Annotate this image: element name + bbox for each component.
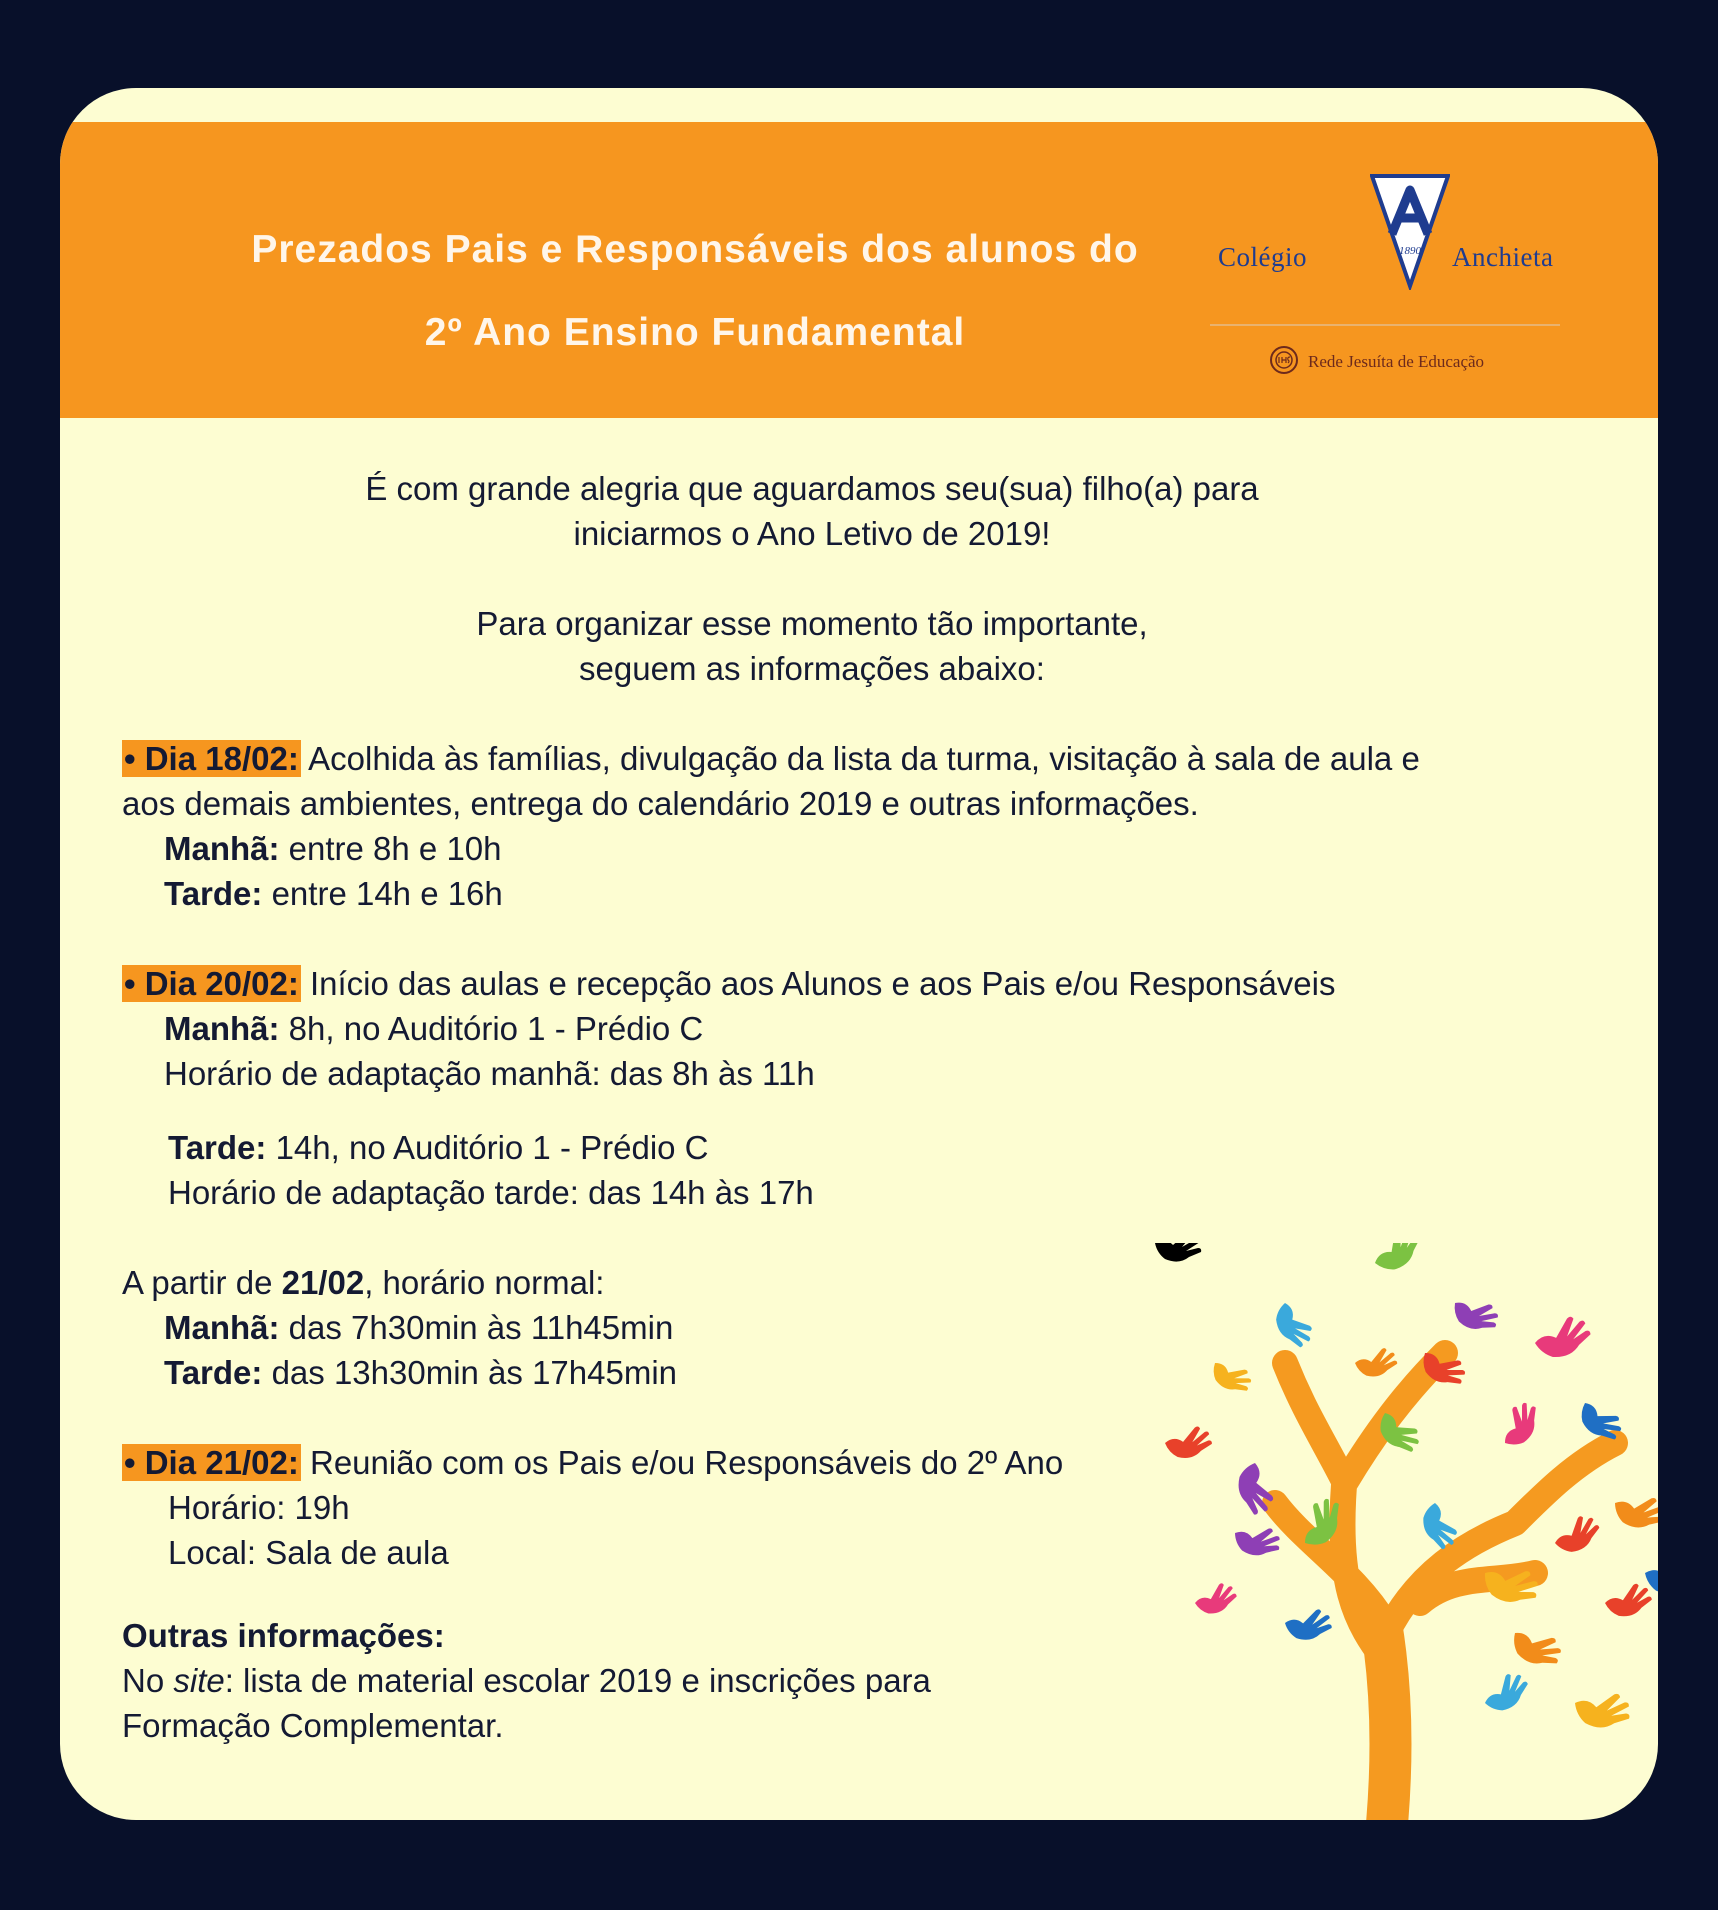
day1-section [122, 736, 1658, 916]
hand-icon [1367, 1243, 1427, 1279]
hand-icon [1531, 1312, 1595, 1364]
intro-line4: seguem as informações abaixo: [579, 650, 1045, 687]
banner-title-line1: Prezados Pais e Responsáveis dos alunos do [251, 228, 1139, 271]
day2-text: Início das aulas e recepção aos Alunos e aos Pais e/ou Responsáveis [300, 965, 1336, 1002]
day2-label: • Dia 20/02: [124, 965, 299, 1002]
other-line1-rest: : lista de material escolar 2019 e inscrições para [224, 1662, 931, 1699]
day1-afternoon-text: entre 14h e 16h [262, 875, 503, 912]
day2-afternoon-adapt: Horário de adaptação tarde: das 14h às 17h [168, 1174, 814, 1211]
logo-year: 1890 [1399, 245, 1421, 257]
hand-icon [1155, 1243, 1201, 1262]
logo-divider [1210, 324, 1560, 326]
day3-place: Local: Sala de aula [168, 1534, 449, 1571]
day2-section [122, 961, 1658, 1215]
day2-afternoon-label: Tarde: [168, 1129, 267, 1166]
day1-afternoon-label: Tarde: [164, 875, 263, 912]
normal-prefix: A partir de [122, 1264, 282, 1301]
hand-icon [1192, 1580, 1240, 1619]
day3-time: Horário: 19h [168, 1489, 350, 1526]
normal-suffix: , horário normal: [364, 1264, 605, 1301]
hand-icon [1611, 1491, 1658, 1531]
other-line1-site: site [173, 1662, 225, 1699]
hand-icon [1353, 1346, 1399, 1379]
other-line1-prefix: No [122, 1662, 174, 1699]
intro-line1: É com grande alegria que aguardamos seu(sua) filho(a) para [365, 470, 1259, 507]
intro-line3: Para organizar esse momento tão importante, [476, 605, 1148, 642]
hand-icon [1449, 1293, 1502, 1336]
header-banner [60, 122, 1658, 418]
day2-afternoon-text: 14h, no Auditório 1 - Prédio C [266, 1129, 709, 1166]
logo-subtitle: Rede Jesuíta de Educação [1308, 352, 1485, 371]
hand-icon [1284, 1608, 1333, 1641]
day1-label: • Dia 18/02: [124, 740, 299, 777]
logo-triangle-icon [1370, 172, 1450, 290]
hands-tree-illustration [1155, 1243, 1658, 1820]
logo-word-anchieta: Anchieta [1452, 242, 1554, 272]
hand-icon [1573, 1690, 1631, 1730]
hand-icon [1232, 1522, 1283, 1559]
intro-line2: iniciarmos o Ano Letivo de 2019! [573, 515, 1051, 552]
day1-text2: aos demais ambientes, entrega do calendário 2019 e outras informações. [122, 785, 1199, 822]
other-info-title: Outras informações: [122, 1617, 445, 1654]
hand-icon [1602, 1581, 1654, 1621]
day2-morning-adapt: Horário de adaptação manhã: das 8h às 11h [164, 1055, 815, 1092]
flyer-card [60, 88, 1658, 1820]
banner-title-line2: 2º Ano Ensino Fundamental [424, 311, 966, 354]
normal-afternoon-text: das 13h30min às 17h45min [262, 1354, 678, 1391]
hand-icon [1506, 1622, 1566, 1673]
other-line2: Formação Complementar. [122, 1707, 504, 1744]
day2-morning-text: 8h, no Auditório 1 - Prédio C [279, 1010, 704, 1047]
school-logo [1200, 162, 1560, 382]
banner-title [100, 208, 1290, 374]
ihs-seal-icon [1268, 344, 1300, 376]
day1-morning-text: entre 8h e 10h [279, 830, 502, 867]
hand-icon [1269, 1298, 1317, 1353]
day2-morning-label: Manhã: [164, 1010, 280, 1047]
day1-morning-label: Manhã: [164, 830, 280, 867]
normal-morning-label: Manhã: [164, 1309, 280, 1346]
normal-afternoon-label: Tarde: [164, 1354, 263, 1391]
hand-icon [1207, 1355, 1256, 1399]
normal-date: 21/02 [281, 1264, 365, 1301]
hand-icon [1163, 1424, 1214, 1461]
day3-label: • Dia 21/02: [124, 1444, 299, 1481]
day1-text: Acolhida às famílias, divulgação da lista da turma, visitação à sala de aula e [300, 740, 1420, 777]
hand-icon [1550, 1511, 1605, 1559]
intro-section [122, 466, 1502, 691]
logo-word-colegio: Colégio [1218, 242, 1307, 272]
normal-morning-text: das 7h30min às 11h45min [279, 1309, 674, 1346]
day3-text: Reunião com os Pais e/ou Responsáveis do 2º Ano [300, 1444, 1064, 1481]
hand-icon [1479, 1668, 1534, 1718]
hand-icon [1496, 1398, 1544, 1453]
